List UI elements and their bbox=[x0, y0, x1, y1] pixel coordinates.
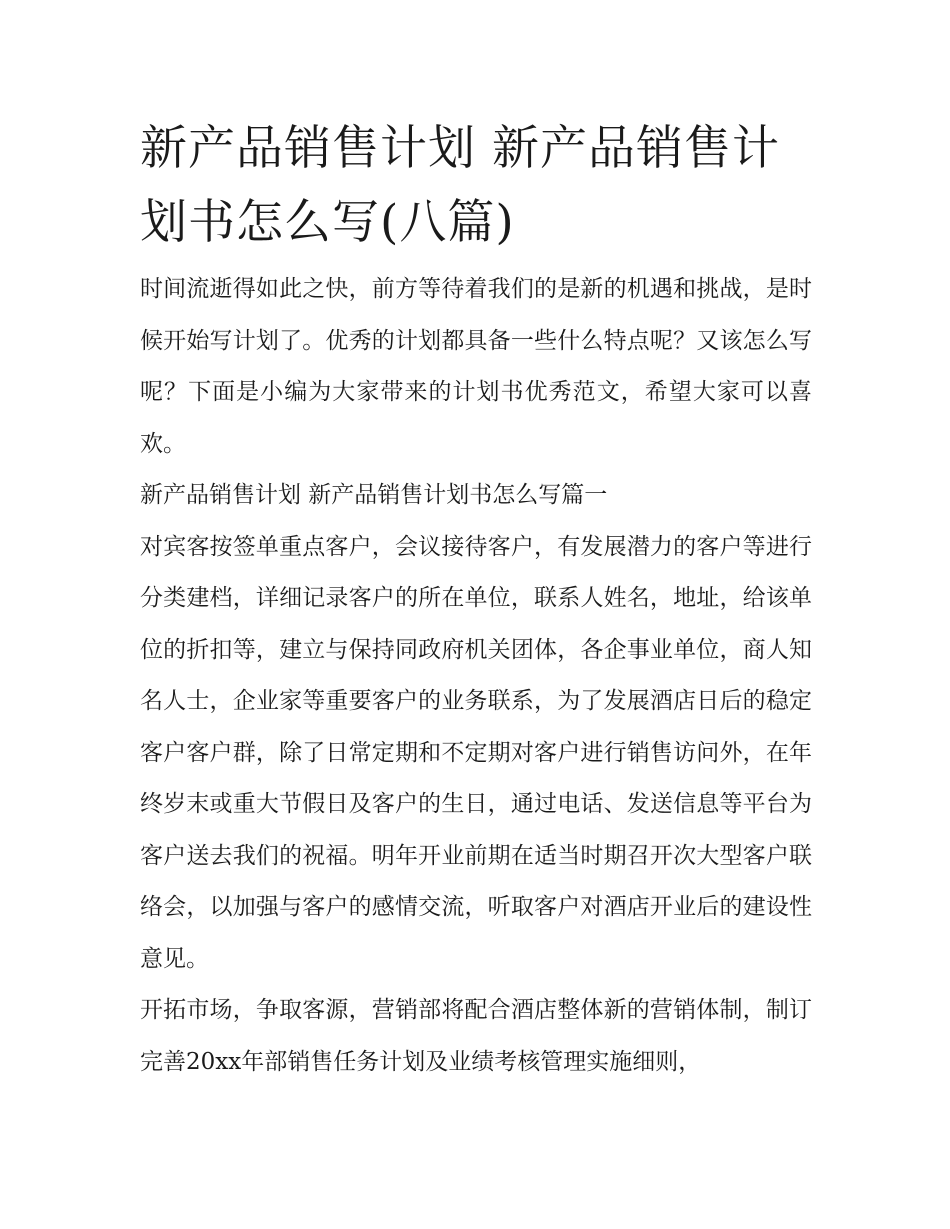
intro-paragraph: 时间流逝得如此之快，前方等待着我们的是新的机遇和挑战，是时候开始写计划了。优秀的计划都具备一些什么特点呢？又该怎么写呢？下面是小编为大家带来的计划书优秀范文，希望大家可以喜欢。 bbox=[140, 276, 812, 457]
document-title: 新产品销售计划 新产品销售计划书怎么写(八篇) bbox=[140, 121, 780, 250]
body-paragraph: 对宾客按签单重点客户，会议接待客户，有发展潜力的客户等进行分类建档，详细记录客户的所在单位，联系人姓名，地址，给该单位的折扣等，建立与保持同政府机关团体，各企事业单位，商人知名人士，企业家等重要客户的业务联系，为了发展酒店日后的稳定客户客户群，除了日常定期和不定期对客户进行销售访问外，在年终岁末或重大节假日及客户的生日，通过电话、发送信息等平台为客户送去我们的祝福。明年开业前期在适当时期召开次大型客户联络会，以加强与客户的感情交流，听取客户对酒店开业后的建设性意见。 bbox=[140, 533, 812, 972]
document-page bbox=[140, 112, 812, 1088]
section-heading: 新产品销售计划 新产品销售计划书怎么写篇一 bbox=[140, 482, 608, 508]
body-paragraph: 开拓市场，争取客源，营销部将配合酒店整体新的营销体制，制订完善20xx年部销售任务计划及业绩考核管理实施细则， bbox=[140, 997, 812, 1075]
